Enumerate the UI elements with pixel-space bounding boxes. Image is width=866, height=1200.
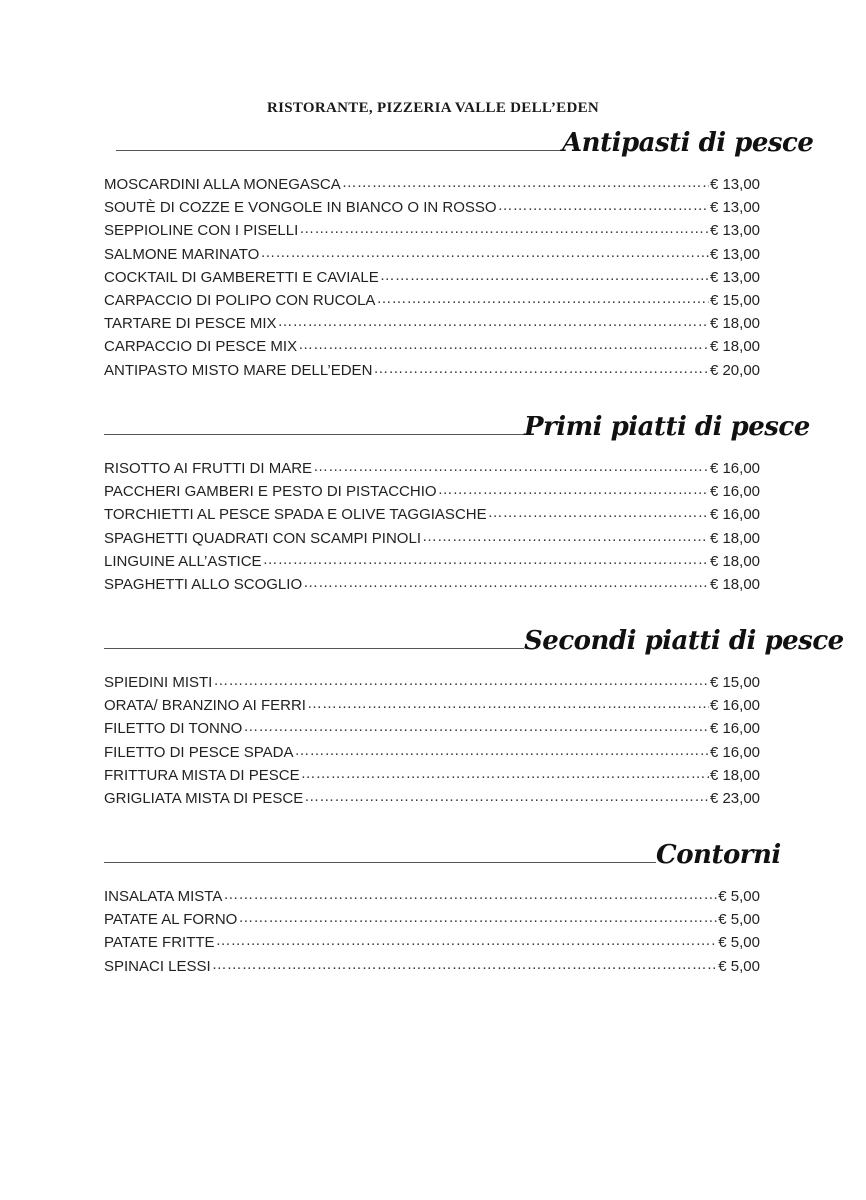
- menu-item: [104, 932, 760, 955]
- item-price: € 16,00: [709, 720, 760, 738]
- dot-leader: [373, 360, 709, 375]
- section-title: Contorni: [656, 840, 781, 870]
- section-header: [0, 128, 866, 168]
- menu-item: [104, 695, 760, 718]
- item-price: € 5,00: [718, 888, 760, 905]
- item-price: € 16,00: [709, 506, 760, 524]
- item-name: SPIEDINI MISTI: [104, 674, 213, 691]
- item-price: € 5,00: [718, 911, 760, 929]
- section-divider: [104, 648, 524, 649]
- menu-item: [104, 504, 760, 527]
- dot-leader: [213, 672, 709, 687]
- item-price: € 15,00: [709, 674, 760, 691]
- menu-item: [104, 244, 760, 267]
- menu-item: [104, 528, 760, 551]
- item-name: FRITTURA MISTA DI PESCE: [104, 766, 300, 784]
- menu-item: [104, 290, 760, 313]
- item-name: PATATE FRITTE: [104, 934, 215, 952]
- dot-leader: [260, 244, 709, 259]
- item-price: € 16,00: [709, 460, 760, 477]
- item-price: € 23,00: [709, 789, 760, 807]
- dot-leader: [216, 932, 718, 947]
- dot-leader: [212, 956, 718, 971]
- item-name: PATATE AL FORNO: [104, 911, 238, 929]
- menu-item: [104, 197, 760, 220]
- menu-item: [104, 267, 760, 290]
- item-name: CARPACCIO DI POLIPO CON RUCOLA: [104, 291, 376, 309]
- section-title: Primi piatti di pesce: [524, 412, 810, 442]
- dot-leader: [301, 765, 709, 780]
- menu-item: [104, 718, 760, 741]
- menu-item: [104, 313, 760, 336]
- item-price: € 18,00: [709, 338, 760, 356]
- item-price: € 5,00: [718, 934, 760, 952]
- restaurant-title: RISTORANTE, PIZZERIA VALLE DELL’EDEN: [266, 100, 600, 116]
- item-price: € 5,00: [718, 957, 760, 975]
- item-name: RISOTTO AI FRUTTI DI MARE: [104, 460, 313, 477]
- menu-item: [104, 220, 760, 243]
- dot-leader: [263, 551, 709, 566]
- item-list: [104, 886, 760, 979]
- item-name: SPINACI LESSI: [104, 957, 211, 975]
- item-list: [104, 174, 760, 383]
- item-price: € 18,00: [709, 529, 760, 547]
- item-name: CARPACCIO DI PESCE MIX: [104, 338, 298, 356]
- section-header: [0, 840, 866, 880]
- item-name: TARTARE DI PESCE MIX: [104, 315, 277, 333]
- section-divider: [116, 150, 562, 151]
- section-divider: [104, 434, 524, 435]
- menu-item: [104, 360, 760, 383]
- item-name: TORCHIETTI AL PESCE SPADA E OLIVE TAGGIASCHE: [104, 506, 487, 524]
- dot-leader: [238, 909, 717, 924]
- menu-item: [104, 765, 760, 788]
- item-price: € 18,00: [709, 575, 760, 593]
- menu-item: [104, 551, 760, 574]
- item-name: MOSCARDINI ALLA MONEGASCA: [104, 176, 341, 193]
- dot-leader: [295, 742, 709, 757]
- menu-item: [104, 886, 760, 909]
- dot-leader: [488, 504, 709, 519]
- item-list: [104, 672, 760, 811]
- section-divider: [104, 862, 656, 863]
- menu-item: [104, 336, 760, 359]
- section-primi: [0, 412, 866, 593]
- item-price: € 18,00: [709, 315, 760, 333]
- item-price: € 20,00: [709, 361, 760, 379]
- item-price: € 15,00: [709, 291, 760, 309]
- item-price: € 18,00: [709, 766, 760, 784]
- item-name: GRIGLIATA MISTA DI PESCE: [104, 789, 304, 807]
- dot-leader: [380, 267, 709, 282]
- item-price: € 13,00: [709, 199, 760, 217]
- item-price: € 13,00: [709, 176, 760, 193]
- dot-leader: [438, 481, 709, 496]
- dot-leader: [243, 718, 709, 733]
- item-name: SOUTÈ DI COZZE E VONGOLE IN BIANCO O IN ROSSO: [104, 199, 497, 217]
- item-price: € 18,00: [709, 552, 760, 570]
- section-secondi: [0, 626, 866, 807]
- item-name: LINGUINE ALL’ASTICE: [104, 552, 262, 570]
- dot-leader: [498, 197, 709, 212]
- dot-leader: [307, 695, 709, 710]
- menu-item: [104, 481, 760, 504]
- item-name: FILETTO DI TONNO: [104, 720, 243, 738]
- dot-leader: [299, 220, 709, 235]
- dot-leader: [422, 528, 709, 543]
- dot-leader: [342, 174, 709, 189]
- item-name: SPAGHETTI ALLO SCOGLIO: [104, 575, 303, 593]
- item-name: SEPPIOLINE CON I PISELLI: [104, 222, 299, 240]
- item-name: COCKTAIL DI GAMBERETTI E CAVIALE: [104, 268, 379, 286]
- section-header: [0, 412, 866, 452]
- item-list: [104, 458, 760, 597]
- item-price: € 13,00: [709, 222, 760, 240]
- menu-item: [104, 458, 760, 481]
- section-title: Secondi piatti di pesce: [524, 626, 844, 656]
- menu-item: [104, 742, 760, 765]
- item-name: FILETTO DI PESCE SPADA: [104, 743, 294, 761]
- dot-leader: [223, 886, 717, 901]
- dot-leader: [303, 574, 709, 589]
- menu-item: [104, 956, 760, 979]
- item-price: € 16,00: [709, 483, 760, 501]
- dot-leader: [376, 290, 709, 305]
- item-price: € 16,00: [709, 697, 760, 715]
- item-name: ANTIPASTO MISTO MARE DELL’EDEN: [104, 361, 373, 379]
- item-price: € 16,00: [709, 743, 760, 761]
- menu-item: [104, 174, 760, 197]
- section-title: Antipasti di pesce: [562, 128, 814, 158]
- dot-leader: [313, 458, 709, 473]
- section-antipasti: [0, 128, 866, 379]
- menu-item: [104, 672, 760, 695]
- item-name: SALMONE MARINATO: [104, 245, 260, 263]
- item-name: ORATA/ BRANZINO AI FERRI: [104, 697, 306, 715]
- item-name: PACCHERI GAMBERI E PESTO DI PISTACCHIO: [104, 483, 437, 501]
- dot-leader: [304, 788, 709, 803]
- dot-leader: [298, 336, 709, 351]
- menu-item: [104, 909, 760, 932]
- item-price: € 13,00: [709, 245, 760, 263]
- section-header: [0, 626, 866, 666]
- item-price: € 13,00: [709, 268, 760, 286]
- section-contorni: [0, 840, 866, 975]
- menu-item: [104, 574, 760, 597]
- menu-item: [104, 788, 760, 811]
- item-name: SPAGHETTI QUADRATI CON SCAMPI PINOLI: [104, 529, 421, 547]
- dot-leader: [278, 313, 709, 328]
- item-name: INSALATA MISTA: [104, 888, 223, 905]
